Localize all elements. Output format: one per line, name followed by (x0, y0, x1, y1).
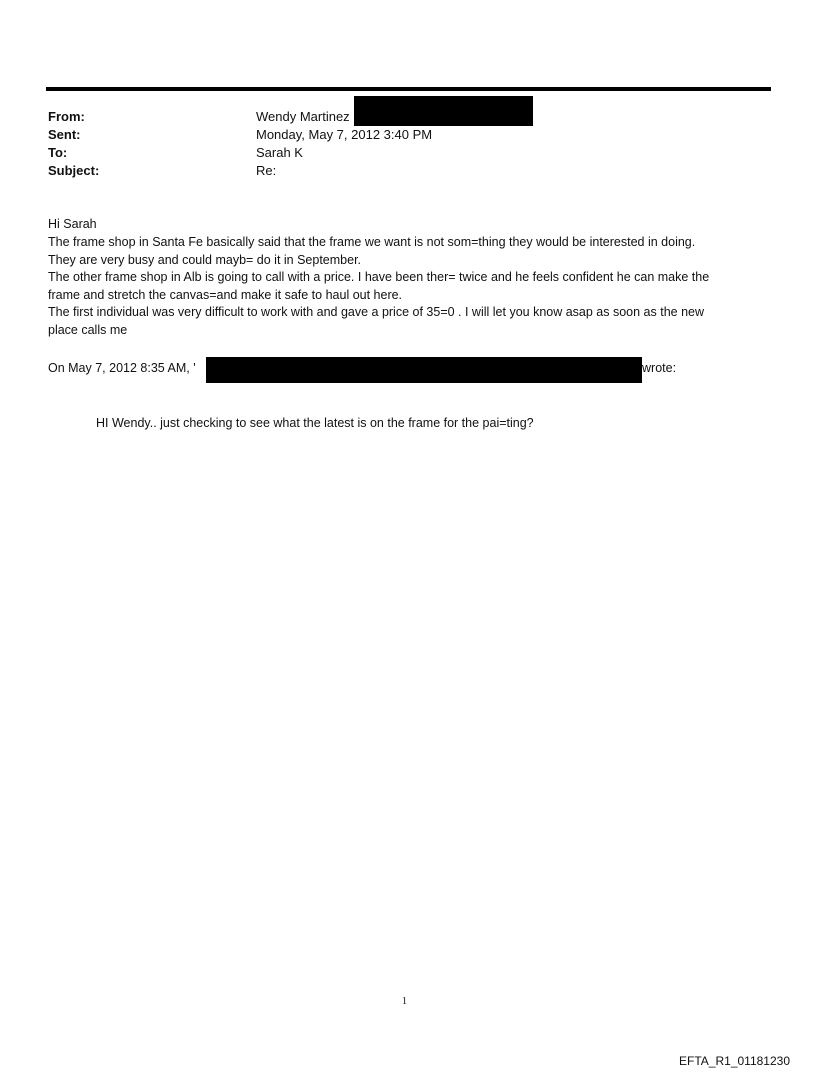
from-label: From: (48, 109, 85, 124)
header-rule (46, 87, 771, 91)
to-value: Sarah K (256, 145, 303, 160)
redaction-box-sender (206, 357, 642, 383)
subject-value: Re: (256, 163, 277, 178)
redaction-box-from (354, 96, 533, 126)
subject-label: Subject: (48, 163, 100, 178)
quoted-text: HI Wendy.. just checking to see what the latest is on the frame for the pai=ting? (96, 416, 534, 430)
quote-intro-prefix: On May 7, 2012 8:35 AM, ' (48, 361, 196, 375)
sent-value: Monday, May 7, 2012 3:40 PM (256, 127, 433, 142)
body-paragraph-3: The first individual was very difficult to work with and gave a price of 35=0 . I will let you know asap as soon as the new place calls me (48, 305, 705, 337)
body-paragraph-2: The other frame shop in Alb is going to call with a price. I have been ther= twice and he feels confident he can make the frame and stretch the canvas=and make it safe to haul out here. (48, 270, 710, 302)
quote-intro-suffix: wrote: (642, 361, 677, 375)
sent-label: Sent: (48, 127, 81, 142)
bates-number: EFTA_R1_01181230 (679, 1054, 790, 1068)
to-label: To: (48, 145, 68, 160)
body-paragraph-1: The frame shop in Santa Fe basically said that the frame we want is not som=thing they would be interested in doing. They are very busy and could mayb= do it in September. (48, 235, 696, 267)
page-number: 1 (402, 996, 407, 1007)
greeting: Hi Sarah (48, 217, 97, 231)
from-value: Wendy Martinez (256, 109, 350, 124)
